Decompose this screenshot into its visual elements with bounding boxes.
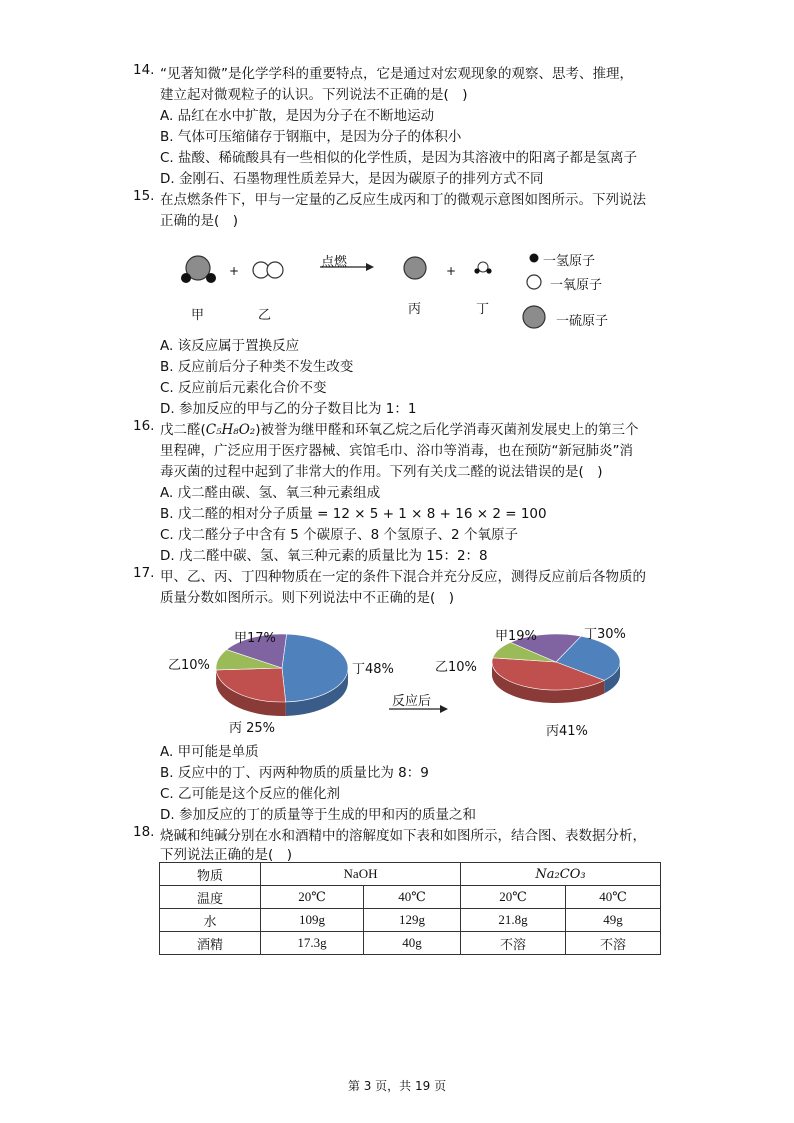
question-stem: 甲、乙、丙、丁四种物质在一定的条件下混合并充分反应，测得反应前后各物质的 [160,569,646,585]
table-row [160,932,661,955]
stem-text: 戊二醛( [160,422,206,438]
arrow-icon [388,704,450,714]
table-cell: 不溶 [566,932,661,955]
question-stem [160,418,638,438]
question-number: 18. [133,824,155,840]
table-row [160,886,661,909]
solubility-table [159,862,661,955]
question-stem: “见著知微”是化学学科的重要特点，它是通过对宏观现象的观察、思考、推理， [160,66,633,82]
label-jia: 甲 [191,308,205,323]
table-header-cell: NaOH [261,863,461,886]
molecule-yi [253,262,283,278]
molecule-bing [404,257,426,279]
data-label-yi-before: 乙10% [168,658,210,673]
option-d: D. 参加反应的丁的质量等于生成的甲和丙的质量之和 [160,807,476,823]
molecule-ding [474,262,491,274]
option-b: B. 反应中的丁、丙两种物质的质量比为 8：9 [160,765,429,781]
option-a: A. 该反应属于置换反应 [160,338,300,354]
question-stem: 烧碱和纯碱分别在水和酒精中的溶解度如下表和如图所示，结合图、表数据分析， [160,828,646,844]
data-label-ding-before: 丁48% [352,662,394,677]
option-a: A. 甲可能是单质 [160,744,259,760]
question-stem: 里程碑，广泛应用于医疗器械、宾馆毛巾、浴巾等消毒，也在预防“新冠肺炎”消 [160,443,633,459]
table-cell: 129g [364,909,461,932]
legend-oxygen: 一氧原子 [550,278,603,293]
hydrogen-legend-icon [530,254,539,263]
option-c: C. 反应前后元素化合价不变 [160,380,327,396]
option-d: D. 参加反应的甲与乙的分子数目比为 1：1 [160,401,417,417]
question-stem: 毒灭菌的过程中起到了非常大的作用。下列有关戊二醛的说法错误的是( ) [160,464,603,480]
option-b: B. 气体可压缩储存于钢瓶中，是因为分子的体积小 [160,129,462,145]
table-cell: 20℃ [261,886,364,909]
question-stem: 在点燃条件下，甲与一定量的乙反应生成丙和丁的微观示意图如图所示。下列说法 [160,192,646,208]
option-d: D. 金刚石、石墨物理性质差异大，是因为碳原子的排列方式不同 [160,171,544,187]
data-label-ding-after: 丁30% [584,627,626,642]
option-c: C. 乙可能是这个反应的催化剂 [160,786,341,802]
legend-hydrogen: 一氢原子 [543,254,596,269]
data-label-jia-before: 甲17% [234,631,276,646]
option-a: A. 戊二醛由碳、氢、氧三种元素组成 [160,485,381,501]
table-cell: 40℃ [566,886,661,909]
question-stem: 质量分数如图所示。则下列说法中不正确的是( ) [160,590,455,606]
table-row [160,909,661,932]
plus-sign: + [229,264,240,278]
table-row [160,863,661,886]
legend-sulfur: 一硫原子 [556,314,609,329]
data-label-bing-after: 丙41% [546,724,588,739]
arrow-label: 反应后 [392,694,432,709]
table-cell: 17.3g [261,932,364,955]
question-number: 14. [133,62,155,78]
table-cell: 不溶 [461,932,566,955]
question-number: 17. [133,565,155,581]
plus-sign: + [446,264,457,278]
question-stem: 建立起对微观粒子的认识。下列说法不正确的是( ) [160,87,468,103]
table-header-cell: Na₂CO₃ [461,863,661,886]
option-b: B. 戊二醛的相对分子质量 = 12 × 5 + 1 × 8 + 16 × 2 = 100 [160,506,547,522]
chemical-formula: C₅H₈O₂ [205,422,256,438]
page-footer: 第 3 页，共 19 页 [347,1079,447,1093]
data-label-yi-after: 乙10% [435,660,477,675]
sulfur-legend-icon [523,306,545,328]
table-cell: 水 [160,909,261,932]
pie-chart-before [205,628,385,728]
label-yi: 乙 [258,308,272,323]
question-stem: 下列说法正确的是( ) [160,847,293,863]
question-stem: 正确的是( ) [160,213,239,229]
table-cell: 21.8g [461,909,566,932]
table-cell: 20℃ [461,886,566,909]
option-a: A. 品红在水中扩散，是因为分子在不断地运动 [160,108,435,124]
table-cell: 40g [364,932,461,955]
reaction-condition: 点燃 [321,255,348,270]
stem-text: )被誉为继甲醛和环氧乙烷之后化学消毒灭菌剂发展史上的第三个 [255,422,639,438]
oxygen-legend-icon [527,275,541,289]
molecule-jia [181,256,216,283]
table-header-cell: 物质 [160,863,261,886]
label-ding: 丁 [476,302,490,317]
question-number: 15. [133,188,155,204]
data-label-jia-after: 甲19% [495,629,537,644]
option-c: C. 戊二醛分子中含有 5 个碳原子、8 个氢原子、2 个氧原子 [160,527,518,543]
option-c: C. 盐酸、稀硫酸具有一些相似的化学性质，是因为其溶液中的阳离子都是氢离子 [160,150,638,166]
question-number: 16. [133,418,155,434]
label-bing: 丙 [408,302,422,317]
table-cell: 40℃ [364,886,461,909]
table-cell: 酒精 [160,932,261,955]
data-label-bing-before: 丙 25% [229,721,276,736]
table-cell: 49g [566,909,661,932]
option-b: B. 反应前后分子种类不发生改变 [160,359,354,375]
option-d: D. 戊二醛中碳、氢、氧三种元素的质量比为 15：2：8 [160,548,488,564]
table-cell: 温度 [160,886,261,909]
table-cell: 109g [261,909,364,932]
